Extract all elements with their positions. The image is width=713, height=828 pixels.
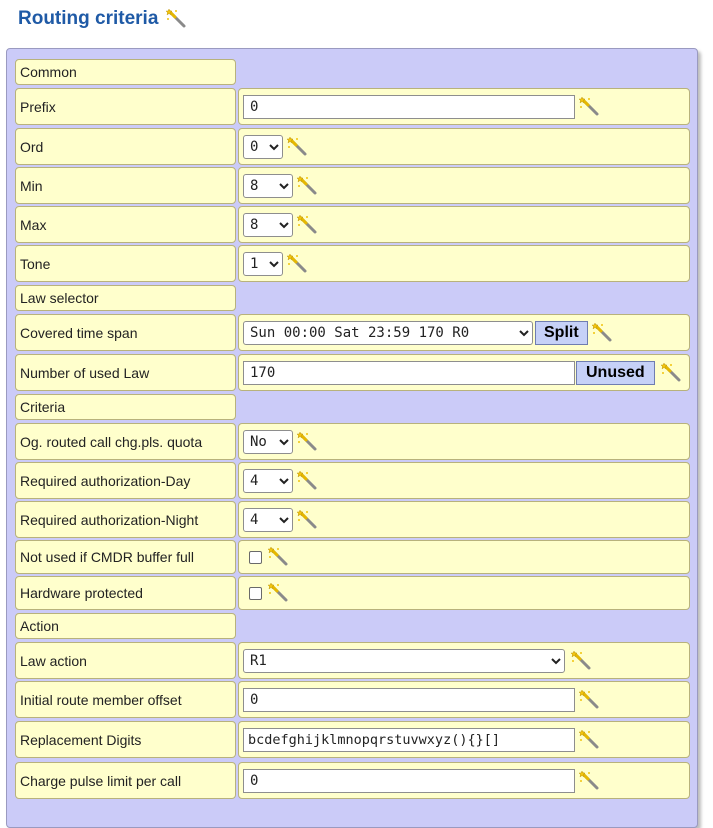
auth-night-label-text: Required authorization-Night [20, 511, 199, 528]
chevron-down-icon [278, 514, 290, 526]
tone-value-cell [238, 245, 690, 282]
max-select-value: 8 [250, 216, 259, 233]
replacement-digits-label-text: Replacement Digits [20, 731, 142, 748]
split-button-label: Split [544, 323, 579, 341]
auth-night-select[interactable] [243, 508, 293, 532]
magic-wand-icon[interactable] [579, 96, 601, 118]
section-common-label: Common [20, 64, 77, 80]
prefix-input[interactable] [243, 95, 575, 119]
charge-pulse-limit-input[interactable] [243, 769, 575, 793]
magic-wand-icon[interactable] [297, 509, 319, 531]
auth-night-value-cell [238, 501, 690, 538]
page-title-text: Routing criteria [18, 8, 159, 29]
number-of-used-law-value-cell [238, 354, 690, 391]
magic-wand-icon[interactable] [287, 136, 309, 158]
page-title [18, 8, 188, 30]
law-action-select[interactable] [243, 649, 565, 673]
min-value-cell [238, 167, 690, 204]
replacement-digits-label [15, 721, 236, 758]
covered-time-span-value-cell [238, 314, 690, 351]
og-routed-label-text: Og. routed call chg.pls. quota [20, 433, 203, 450]
section-action-label: Action [20, 618, 59, 634]
auth-day-select-value: 4 [250, 472, 259, 489]
replacement-digits-value-cell [238, 721, 690, 758]
chevron-down-icon [268, 258, 280, 270]
prefix-label [15, 88, 236, 125]
initial-offset-input-value: 0 [250, 691, 259, 708]
magic-wand-icon[interactable] [297, 175, 319, 197]
not-used-cmdr-value-cell [238, 540, 690, 574]
initial-offset-input[interactable] [243, 688, 575, 712]
hw-protected-label-text: Hardware protected [20, 585, 143, 601]
replacement-digits-input[interactable] [243, 728, 575, 752]
section-criteria-label: Criteria [20, 399, 66, 415]
hw-protected-checkbox[interactable] [249, 587, 262, 600]
magic-wand-icon[interactable] [166, 8, 188, 30]
section-action [15, 613, 236, 639]
tone-select[interactable] [243, 252, 283, 276]
auth-day-label [15, 462, 236, 499]
max-label [15, 206, 236, 243]
magic-wand-icon[interactable] [661, 362, 683, 384]
chevron-down-icon [278, 475, 290, 487]
charge-pulse-limit-value-cell [238, 762, 690, 799]
number-of-used-law-label [15, 354, 236, 391]
unused-button-label: Unused [586, 363, 645, 381]
prefix-value-cell [238, 88, 690, 125]
charge-pulse-limit-input-value: 0 [250, 772, 259, 789]
initial-offset-label-text: Initial route member offset [20, 691, 182, 708]
magic-wand-icon[interactable] [579, 729, 601, 751]
chevron-down-icon [278, 180, 290, 192]
split-button[interactable] [535, 321, 588, 345]
min-label [15, 167, 236, 204]
chevron-down-icon [550, 655, 562, 667]
min-select[interactable] [243, 174, 293, 198]
chevron-down-icon [278, 436, 290, 448]
magic-wand-icon[interactable] [297, 470, 319, 492]
prefix-input-value: 0 [250, 98, 259, 115]
og-routed-select-value: No [250, 433, 267, 450]
number-of-used-law-input-value: 170 [250, 364, 276, 381]
auth-night-label [15, 501, 236, 538]
covered-time-span-label [15, 314, 236, 351]
charge-pulse-limit-label [15, 762, 236, 799]
ord-value-cell [238, 128, 690, 165]
magic-wand-icon[interactable] [579, 689, 601, 711]
og-routed-value-cell [238, 423, 690, 460]
auth-night-select-value: 4 [250, 511, 259, 528]
magic-wand-icon[interactable] [268, 582, 290, 604]
auth-day-select[interactable] [243, 469, 293, 493]
ord-select-value: 0 [250, 138, 259, 155]
tone-select-value: 1 [250, 255, 259, 272]
chevron-down-icon [518, 327, 530, 339]
number-of-used-law-label-text: Number of used Law [20, 364, 150, 381]
initial-offset-label [15, 681, 236, 718]
max-label-text: Max [20, 216, 47, 233]
section-common [15, 59, 236, 85]
chevron-down-icon [268, 141, 280, 153]
tone-label-text: Tone [20, 255, 51, 272]
prefix-label-text: Prefix [20, 98, 56, 115]
unused-button[interactable] [576, 361, 655, 385]
chevron-down-icon [278, 219, 290, 231]
ord-label-text: Ord [20, 138, 44, 155]
law-action-label-text: Law action [20, 652, 87, 669]
law-action-label [15, 642, 236, 679]
magic-wand-icon[interactable] [571, 650, 593, 672]
magic-wand-icon[interactable] [287, 253, 309, 275]
tone-label [15, 245, 236, 282]
auth-day-label-text: Required authorization-Day [20, 472, 191, 489]
number-of-used-law-input[interactable] [243, 361, 575, 385]
covered-time-span-select-value: Sun 00:00 Sat 23:59 170 R0 [250, 324, 470, 341]
magic-wand-icon[interactable] [268, 546, 290, 568]
min-label-text: Min [20, 177, 43, 194]
section-criteria [15, 394, 236, 420]
law-action-value-cell [238, 642, 690, 679]
covered-time-span-select[interactable] [243, 321, 533, 345]
ord-label [15, 128, 236, 165]
ord-select[interactable] [243, 135, 283, 159]
og-routed-select[interactable] [243, 430, 293, 454]
magic-wand-icon[interactable] [297, 431, 319, 453]
hw-protected-value-cell [238, 576, 690, 610]
magic-wand-icon[interactable] [579, 770, 601, 792]
covered-time-span-label-text: Covered time span [20, 324, 138, 341]
max-value-cell [238, 206, 690, 243]
og-routed-label [15, 423, 236, 460]
section-law-selector-label: Law selector [20, 290, 99, 306]
section-law-selector [15, 285, 236, 311]
replacement-digits-input-value: bcdefghijklmnopqrstuvwxyz(){}[] [248, 731, 500, 748]
charge-pulse-limit-label-text: Charge pulse limit per call [20, 772, 182, 789]
not-used-cmdr-label-text: Not used if CMDR buffer full [20, 549, 195, 565]
magic-wand-icon[interactable] [592, 322, 614, 344]
not-used-cmdr-checkbox[interactable] [249, 551, 262, 564]
auth-day-value-cell [238, 462, 690, 499]
law-action-select-value: R1 [250, 652, 267, 669]
not-used-cmdr-label [15, 540, 236, 574]
magic-wand-icon[interactable] [297, 214, 319, 236]
hw-protected-label [15, 576, 236, 610]
max-select[interactable] [243, 213, 293, 237]
min-select-value: 8 [250, 177, 259, 194]
initial-offset-value-cell [238, 681, 690, 718]
